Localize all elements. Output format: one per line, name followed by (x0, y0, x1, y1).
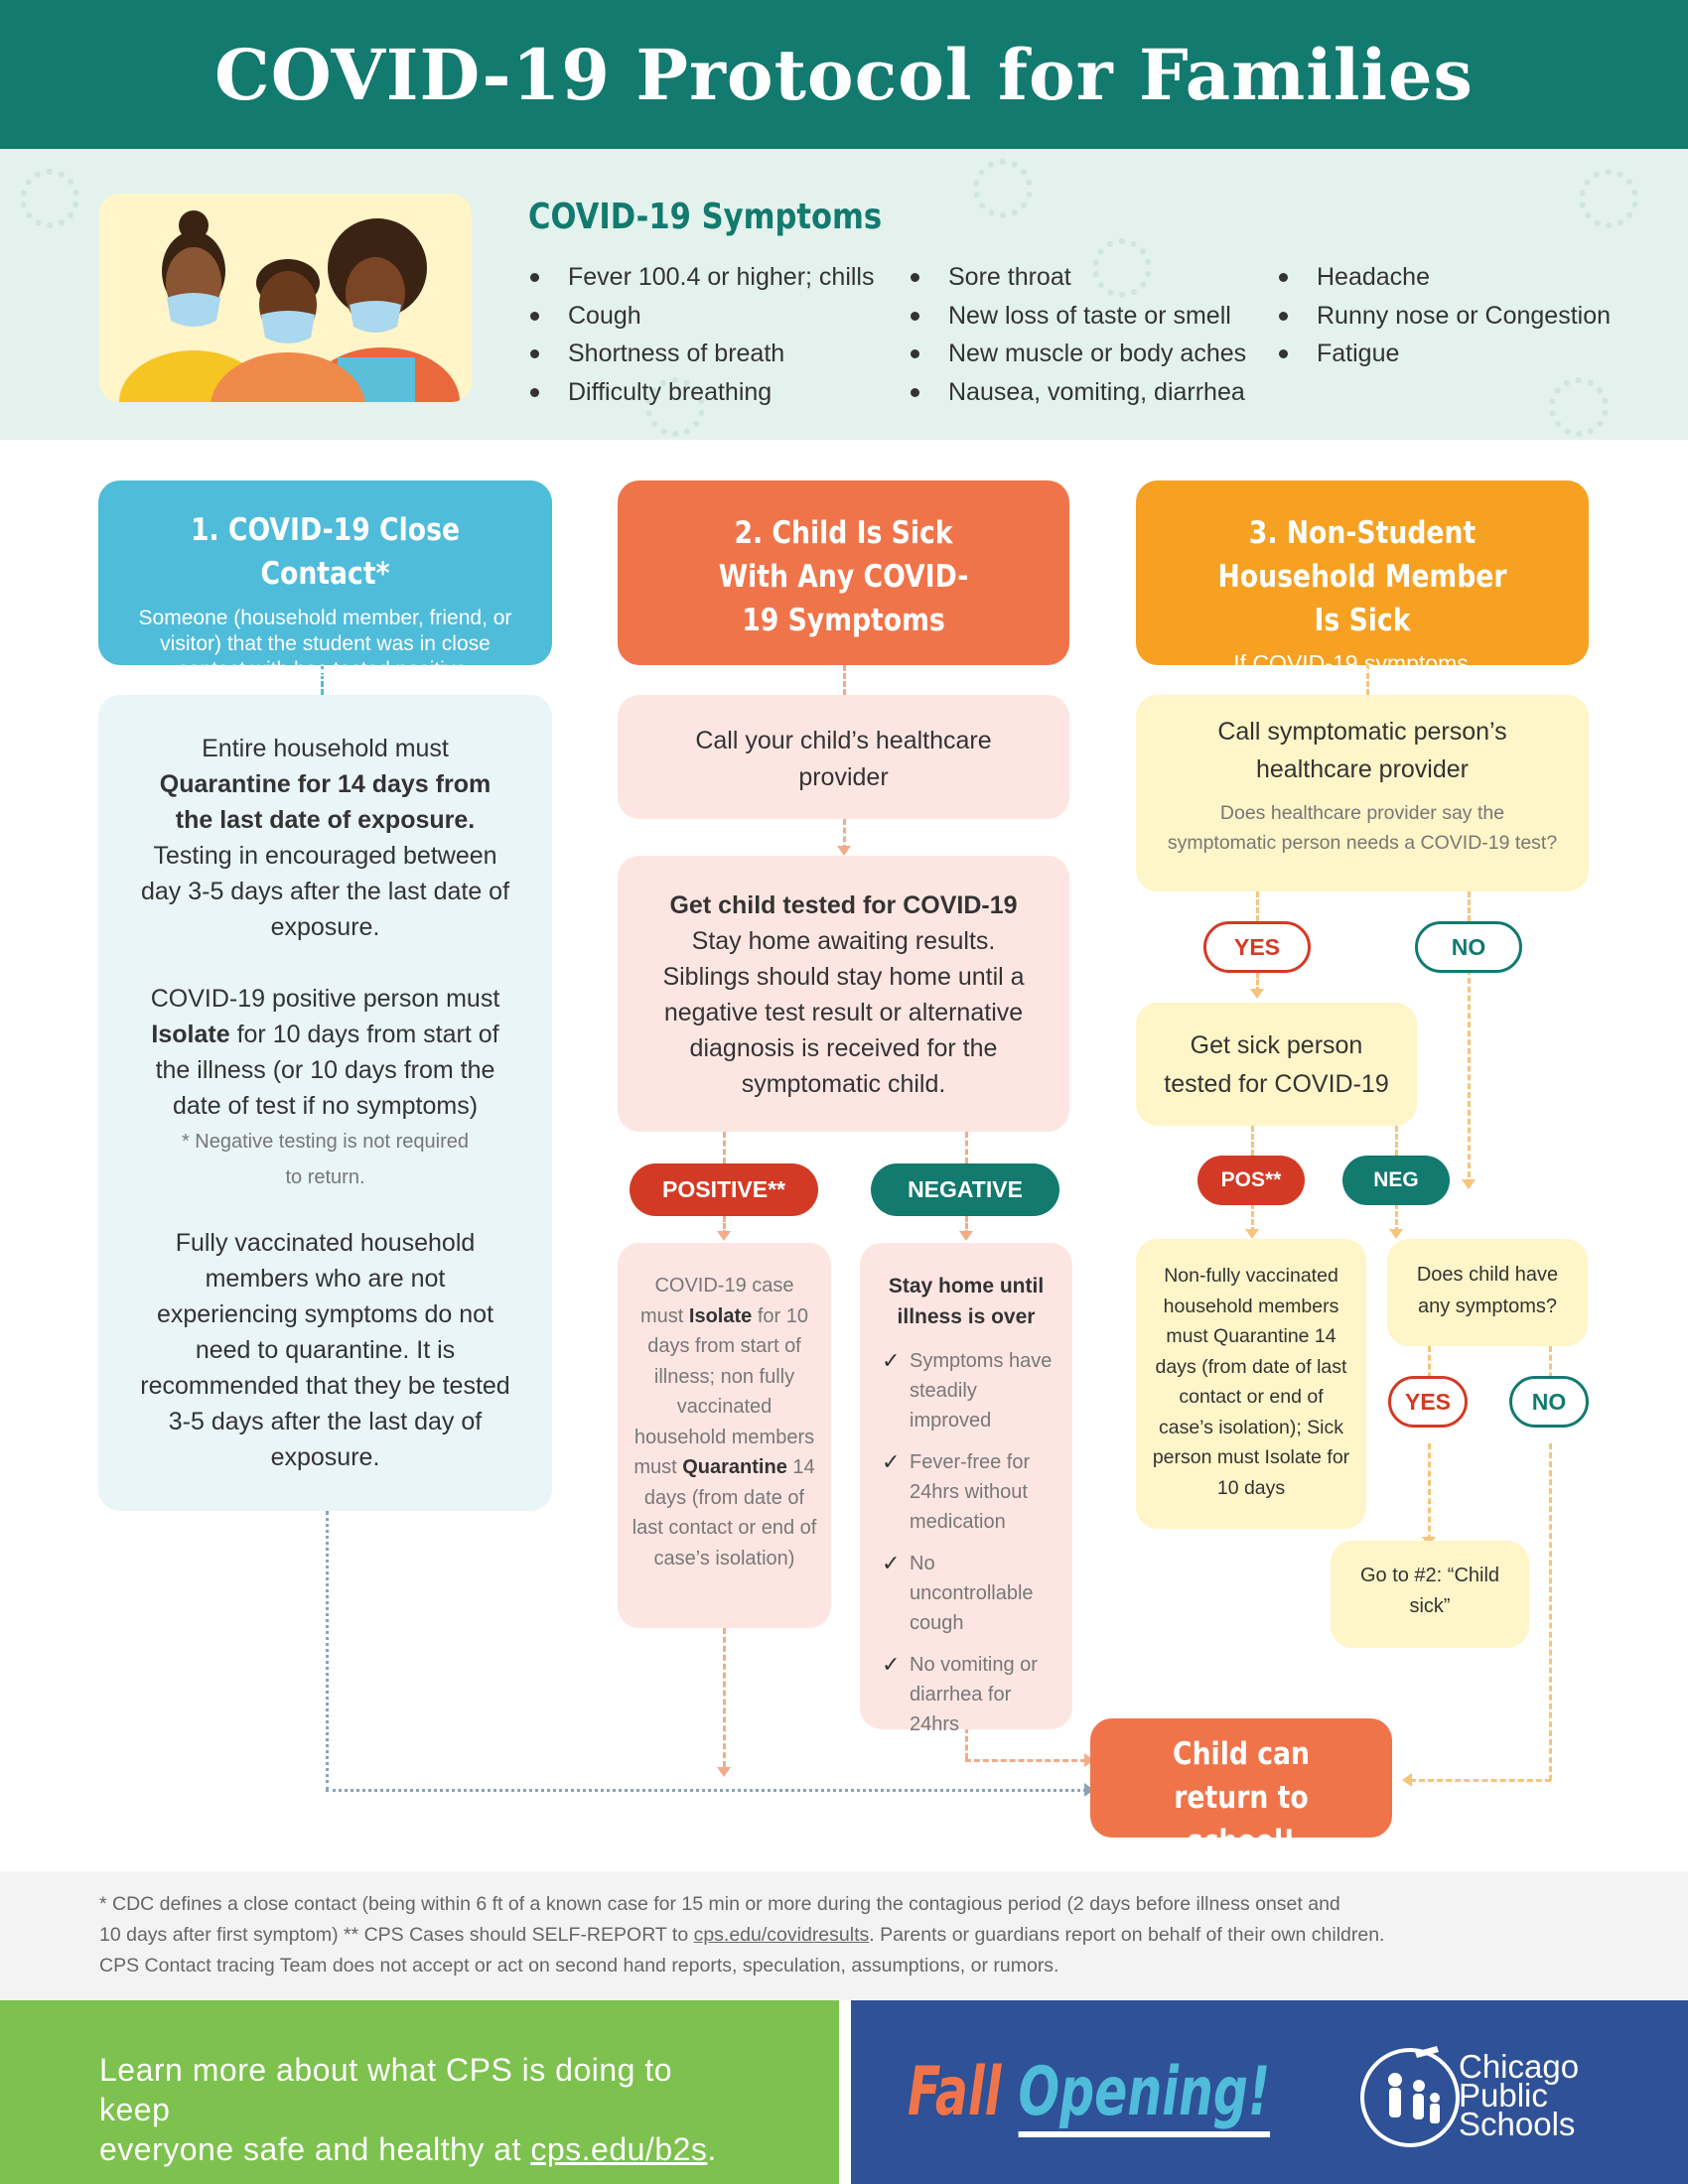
symptom-text: Fatigue (1317, 340, 1400, 367)
symptom-item (1279, 335, 1611, 373)
virus-decoration (973, 159, 1033, 218)
learn-more-line-2 (99, 2129, 740, 2169)
pos-text-c: for 10 days from start of illness; non fully vaccinated household members must (633, 1304, 815, 1478)
checklist-text: No uncontrollable cough (910, 1553, 1034, 1634)
arrow-down-icon (837, 846, 851, 856)
bullet-icon (1279, 312, 1288, 321)
symptom-item (530, 335, 874, 373)
page-title: COVID-19 Protocol for Families (214, 33, 1474, 116)
call-symptomatic-provider: Call symptomatic person’s healthcare provider (1217, 718, 1507, 783)
symptoms-section (0, 149, 1688, 440)
cps-wordmark-line: Public (1459, 2077, 1548, 2114)
return-to-school (1090, 1718, 1392, 1859)
quarantine-rule: Quarantine for 14 days from the last date of exposure. (159, 770, 492, 834)
checkmark-icon: ✓ (882, 1551, 901, 1575)
checklist-text: Fever-free for 24hrs without medication (910, 1451, 1031, 1533)
symptom-item (911, 373, 1246, 412)
symptom-text: Shortness of breath (568, 340, 785, 367)
close-contact-header (98, 480, 552, 681)
negative-testing-note: * Negative testing is not required to return. (181, 1131, 470, 1188)
virus-decoration (1549, 377, 1609, 437)
testing-note: Testing in encouraged between day 3-5 days after the last date of exposure. (140, 842, 510, 941)
symptoms-list-3 (1279, 258, 1611, 373)
negative-badge: NEGATIVE (871, 1163, 1059, 1216)
bullet-icon (530, 273, 539, 282)
connector (1468, 969, 1471, 1177)
close-contact-subtitle: Someone (household member, friend, or visitor) that the student was in close contact with has tested positive. (138, 607, 512, 681)
close-contact-title: 1. COVID-19 Close Contact* (190, 512, 461, 592)
symptoms-title: COVID-19 Symptoms (528, 197, 883, 237)
footnote-line-1: * CDC defines a close contact (being within 6 ft of a known case for 15 min or more during the contagious period (2 days before illness onset and (99, 1893, 1340, 1915)
test-question: Does healthcare provider say the symptomatic person needs a COVID-19 test? (1167, 802, 1558, 854)
go-to-child-sick: Go to #2: “Child sick” (1331, 1541, 1529, 1648)
negative-instructions (860, 1243, 1072, 1735)
checklist-item (870, 1346, 1062, 1435)
get-sick-person-tested: Get sick person tested for COVID-19 (1136, 1003, 1417, 1126)
checkmark-icon: ✓ (882, 1348, 901, 1373)
footnotes (0, 1871, 1688, 2000)
connector (723, 1132, 726, 1163)
symptom-text: Runny nose or Congestion (1317, 301, 1612, 330)
call-provider-box: Call your child’s healthcare provider (618, 695, 1069, 819)
bullet-icon (530, 349, 539, 358)
cps-brand-banner (851, 2000, 1688, 2184)
connector (326, 1511, 329, 1791)
get-tested-title: Get child tested for COVID-19 (669, 891, 1018, 919)
child-sick-header (618, 480, 1069, 665)
fall-word: Fall (908, 2053, 1002, 2131)
connector (1256, 891, 1259, 921)
neg-badge: NEG (1342, 1156, 1450, 1205)
connector (723, 1628, 726, 1767)
symptom-item (1279, 258, 1611, 297)
household-sick-title: 3. Non-Student Household Member Is Sick (1217, 515, 1507, 638)
bullet-icon (1279, 349, 1288, 358)
symptom-text: Cough (568, 301, 641, 330)
connector (1428, 1443, 1431, 1541)
b2s-link[interactable]: cps.edu/b2s (530, 2131, 708, 2167)
isolate-rule: for 10 days from start of the illness (or 10 days from the date of test if no symptoms) (155, 1021, 499, 1120)
connector (1549, 1443, 1552, 1781)
symptom-item (530, 258, 874, 297)
cps-wordmark (1459, 2048, 1580, 2142)
connector (965, 1759, 1086, 1762)
positive-instructions (618, 1243, 831, 1628)
learn-more-text: everyone safe and healthy at (99, 2131, 531, 2167)
symptom-item (530, 297, 874, 336)
symptom-text: New muscle or body aches (948, 340, 1247, 367)
quarantine-intro: Entire household must (202, 735, 449, 762)
opening-word: Opening! (1018, 2053, 1270, 2137)
connector (1251, 1126, 1254, 1156)
household-sick-subtitle: If COVID-19 symptoms… (1233, 650, 1491, 676)
bullet-icon (530, 312, 539, 321)
cps-emblem-icon (1355, 2040, 1465, 2149)
symptom-item (911, 258, 1246, 297)
connector (1395, 1126, 1398, 1156)
symptom-text: Fever 100.4 or higher; chills (568, 263, 875, 291)
arrow-down-icon (959, 1231, 973, 1241)
vaccinated-note: Fully vaccinated household members who are not experiencing symptoms do not need to quarantine. It is recommended that they be tested 3-5 days after the last day of exposure. (140, 1229, 510, 1471)
connector (965, 1132, 968, 1163)
footnote-text: . Parents or guardians report on behalf of their own children. (869, 1924, 1385, 1946)
yes-badge: YES (1203, 921, 1311, 973)
isolate-keyword: Isolate (151, 1021, 230, 1048)
symptom-item (911, 335, 1246, 373)
symptom-text: New loss of taste or smell (948, 301, 1231, 330)
close-contact-instructions (98, 695, 552, 1511)
return-to-school-label: Child can return to school! (1173, 1736, 1310, 1859)
bullet-icon (911, 312, 919, 321)
arrow-down-icon (1250, 989, 1264, 999)
cps-wordmark-line: Schools (1459, 2106, 1576, 2142)
bullet-icon (911, 349, 919, 358)
virus-decoration (20, 169, 79, 228)
pos-quarantine: Quarantine (682, 1456, 787, 1478)
checklist-text: Symptoms have steadily improved (910, 1350, 1053, 1432)
household-sick-header (1136, 480, 1589, 676)
footnote-line-3: CPS Contact tracing Team does not accept or act on second hand reports, speculation, assumptions, or rumors. (99, 1955, 1059, 1977)
connector (843, 665, 846, 695)
checklist-item (870, 1447, 1062, 1537)
get-tested-box (618, 856, 1069, 1132)
call-symptomatic-provider-box (1136, 695, 1589, 891)
child-symptoms-question: Does child have any symptoms? (1387, 1239, 1588, 1346)
arrow-down-icon (1462, 1179, 1476, 1189)
footnote-text: 10 days after first symptom) ** CPS Cases should SELF-REPORT to (99, 1924, 694, 1946)
pos-instructions: Non-fully vaccinated household members must Quarantine 14 days (from date of last contact or end of case’s isolation); Sick person must Isolate for 10 days (1136, 1239, 1366, 1529)
symptoms-list-2 (911, 258, 1246, 411)
connector (1468, 891, 1471, 921)
positive-badge: POSITIVE** (630, 1163, 818, 1216)
checklist-item (870, 1549, 1062, 1638)
pos-badge: POS** (1197, 1156, 1305, 1205)
page-header (0, 0, 1688, 149)
checklist-text: No vomiting or diarrhea for 24hrs (910, 1654, 1038, 1735)
family-illustration (99, 194, 472, 402)
bullet-icon (530, 388, 539, 397)
child-sick-title: 2. Child Is Sick With Any COVID-19 Symptoms (718, 515, 969, 638)
pos-text-a: COVID-19 case must (640, 1275, 794, 1327)
bullet-icon (911, 388, 919, 397)
connector (326, 1789, 1086, 1792)
checkmark-icon: ✓ (882, 1652, 901, 1677)
symptom-text: Difficulty breathing (568, 377, 773, 406)
footnote-line-2 (99, 1920, 1589, 1951)
arrow-down-icon (717, 1767, 731, 1777)
symptoms-list-1 (530, 258, 874, 411)
no-badge-2: NO (1509, 1376, 1589, 1428)
symptom-item (530, 373, 874, 412)
checkmark-icon: ✓ (882, 1449, 901, 1474)
no-badge: NO (1415, 921, 1522, 973)
isolate-intro: COVID-19 positive person must (150, 985, 500, 1013)
checklist-item (870, 1650, 1062, 1739)
pos-isolate: Isolate (688, 1304, 753, 1327)
connector (1410, 1779, 1551, 1782)
symptom-text: Nausea, vomiting, diarrhea (948, 377, 1245, 406)
learn-more-line-1: Learn more about what CPS is doing to keep (99, 2052, 673, 2127)
fall-opening-logo (908, 2053, 1271, 2131)
arrow-down-icon (1389, 1229, 1403, 1239)
arrow-left-icon (1402, 1773, 1412, 1787)
yes-badge-2: YES (1388, 1376, 1468, 1428)
cps-wordmark-line: Chicago (1459, 2048, 1580, 2085)
bullet-icon (1279, 273, 1288, 282)
stay-home-title: Stay home until illness is over (888, 1275, 1045, 1328)
covidresults-link[interactable]: cps.edu/covidresults (693, 1924, 870, 1946)
get-tested-body: Stay home awaiting results. Siblings should stay home until a negative test result or alternative diagnosis is received for the symptomatic child. (662, 927, 1025, 1098)
virus-decoration (1579, 169, 1638, 228)
return-checklist (870, 1346, 1062, 1739)
symptom-text: Headache (1317, 263, 1430, 291)
symptom-text: Sore throat (948, 263, 1071, 291)
pos-text-e: 14 days (from date of last contact or end of case’s isolation) (632, 1456, 817, 1570)
learn-more-period: . (707, 2131, 717, 2167)
bullet-icon (911, 273, 919, 282)
arrow-down-icon (1245, 1229, 1259, 1239)
learn-more-banner (0, 2000, 839, 2184)
symptom-item (911, 297, 1246, 336)
arrow-down-icon (717, 1231, 731, 1241)
symptom-item (1279, 297, 1611, 336)
masked-family-icon (99, 194, 472, 402)
